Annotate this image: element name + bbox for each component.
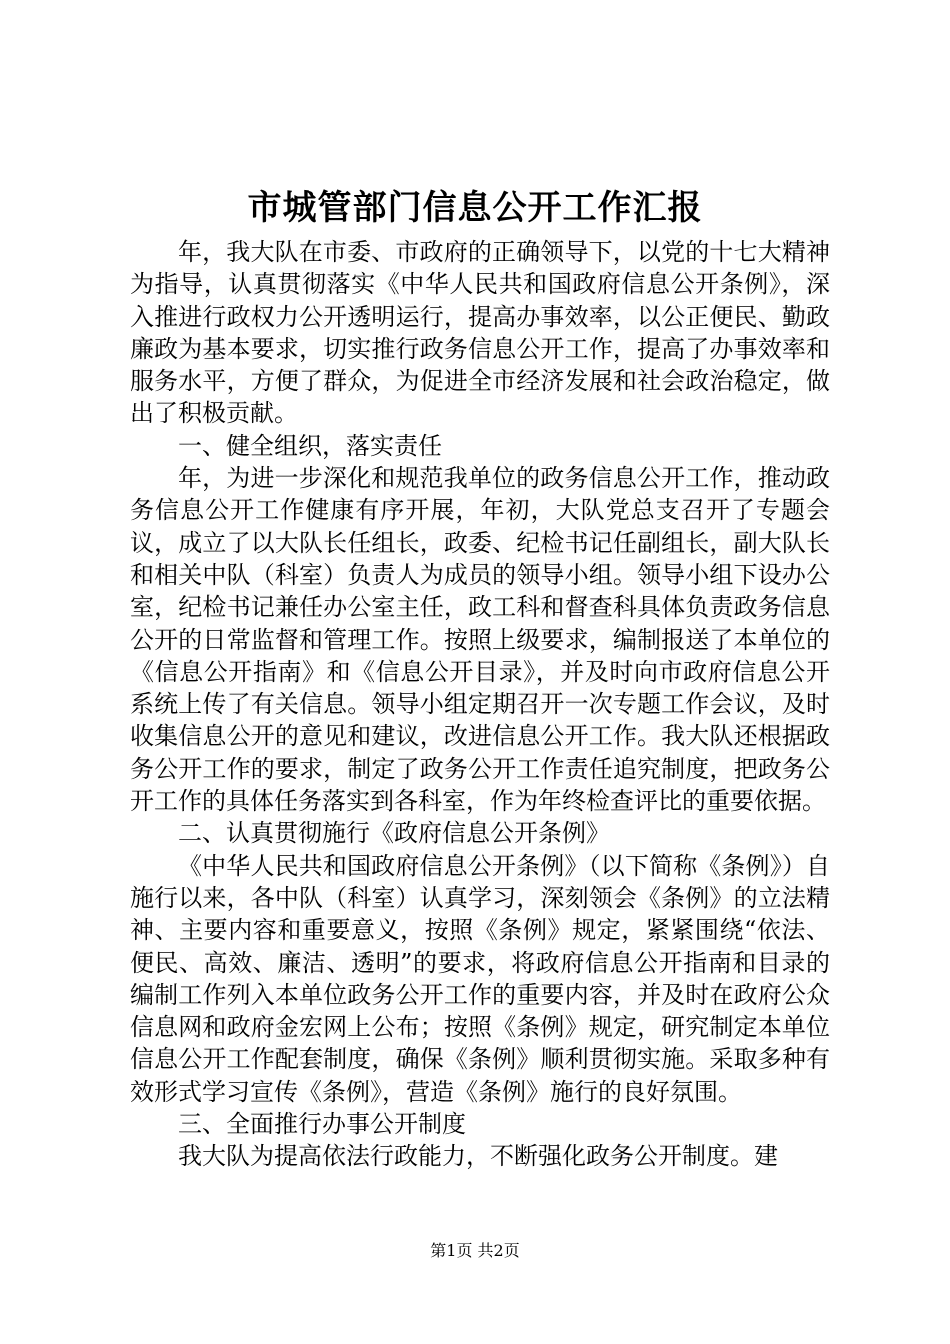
- page-footer: 第1页 共2页: [430, 1241, 520, 1260]
- section-2-paragraph: 《中华人民共和国政府信息公开条例》（以下简称《条例》）自施行以来，各中队（科室）认真学习，深刻领会《条例》的立法精神、主要内容和重要意义，按照《条例》规定，紧紧围绕“依法、便民、高效、廉洁、透明”的要求，将政府信息公开指南和目录的编制工作列入本单位政务公开工作的重要内容，并及时在政府公众信息网和政府金宏网上公布；按照《条例》规定，研究制定本单位信息公开工作配套制度，确保《条例》顺利贯彻实施。采取多种有效形式学习宣传《条例》，营造《条例》施行的良好氛围。: [130, 851, 830, 1106]
- section-1-paragraph: 年，为进一步深化和规范我单位的政务信息公开工作，推动政务信息公开工作健康有序开展，年初，大队党总支召开了专题会议，成立了以大队长任组长，政委、纪检书记任副组长，副大队长和相关中队（科室）负责人为成员的领导小组。领导小组下设办公室，纪检书记兼任办公室主任，政工科和督查科具体负责政务信息公开的日常监督和管理工作。按照上级要求，编制报送了本单位的《信息公开指南》和《信息公开目录》，并及时向市政府信息公开系统上传了有关信息。领导小组定期召开一次专题工作会议，及时收集信息公开的意见和建议，改进信息公开工作。我大队还根据政务公开工作的要求，制定了政务公开工作责任追究制度，把政务公开工作的具体任务落实到各科室，作为年终检查评比的重要依据。: [130, 464, 830, 816]
- section-heading-3: 三、全面推行办事公开制度: [178, 1110, 466, 1139]
- intro-paragraph: 年，我大队在市委、市政府的正确领导下，以党的十七大精神为指导，认真贯彻落实《中华人民共和国政府信息公开条例》，深入推进行政权力公开透明运行，提高办事效率，以公正便民、勤政廉政为基本要求，切实推行政务信息公开工作，提高了办事效率和服务水平，方便了群众，为促进全市经济发展和社会政治稳定，做出了积极贡献。: [130, 238, 830, 428]
- section-heading-2: 二、认真贯彻施行《政府信息公开条例》: [178, 819, 610, 848]
- section-3-paragraph: 我大队为提高依法行政能力，不断强化政务公开制度。建: [178, 1142, 778, 1171]
- document-body: [130, 236, 830, 1173]
- section-heading-1: 一、健全组织，落实责任: [178, 431, 442, 460]
- document-title: 市城管部门信息公开工作汇报: [247, 188, 703, 228]
